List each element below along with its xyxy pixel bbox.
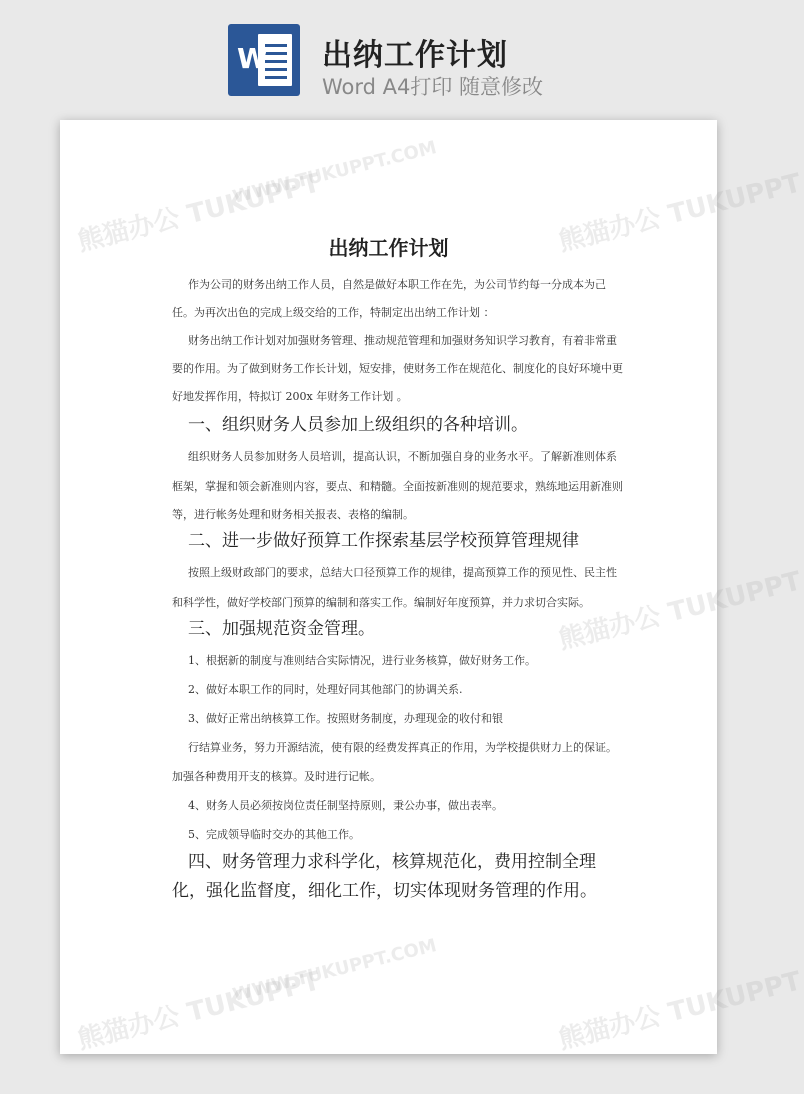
paragraph-line: 作为公司的财务出纳工作人员，自然是做好本职工作在先，为公司节约每一分成本为己 [188,278,606,291]
document-page [60,120,804,1056]
section-heading: 四、财务管理力求科学化，核算规范化，费用控制全理 [188,852,596,872]
paragraph-line: 等，进行帐务处理和财务相关报表、表格的编制。 [172,508,414,521]
list-item: 4、财务人员必须按岗位责任制坚持原则，秉公办事，做出表率。 [188,799,503,812]
watermark-url: WWW.TUKUPPT.COM [230,136,439,209]
list-item: 5、完成领导临时交办的其他工作。 [188,828,360,841]
section-heading: 三、加强规范资金管理。 [188,619,375,639]
paragraph-line: 组织财务人员参加财务人员培训，提高认识，不断加强自身的业务水平。了解新准则体系 [188,450,617,463]
watermark-brand: 熊猫办公 TUKUPPT [555,966,804,1056]
document-title: 出纳工作计划 [328,236,449,260]
paragraph-line: 好地发挥作用，特拟订 200x 年财务工作计划 。 [172,390,408,403]
list-item: 2、做好本职工作的同时，处理好同其他部门的协调关系. [188,683,463,696]
paragraph-line: 行结算业务，努力开源结流，使有限的经费发挥真正的作用，为学校提供财力上的保证。 [188,741,617,754]
word-icon-letter: W [237,42,268,75]
watermark-brand: 熊猫办公 TUKUPPT [74,168,324,258]
paragraph-line: 任。为再次出色的完成上级交给的工作，特制定出出纳工作计划 ： [172,306,495,319]
section-heading: 二、进一步做好预算工作探索基层学校预算管理规律 [188,531,579,551]
watermark-brand: 熊猫办公 TUKUPPT [555,168,804,258]
paragraph-line: 框架，掌握和领会新准则内容，要点、和精髓。全面按新准则的规范要求，熟练地运用新准则 [172,480,623,493]
paragraph-line: 要的作用。为了做到财务工作长计划，短安排，使财务工作在规范化、制度化的良好环境中更 [172,362,623,375]
paragraph-line: 按照上级财政部门的要求，总结大口径预算工作的规律，提高预算工作的预见性、民主性 [188,566,617,579]
paragraph-line: 财务出纳工作计划对加强财务管理、推动规范管理和加强财务知识学习教育，有着非常重 [188,334,617,347]
paragraph-line: 加强各种费用开支的核算。及时进行记帐。 [172,770,381,783]
page-header [0,0,774,110]
watermark-brand: 熊猫办公 TUKUPPT [74,966,324,1056]
section-heading: 一、组织财务人员参加上级组织的各种培训。 [188,415,528,435]
paragraph-line: 和科学性，做好学校部门预算的编制和落实工作。编制好年度预算，并力求切合实际。 [172,596,590,609]
list-item: 1、根据新的制度与准则结合实际情况，进行业务核算，做好财务工作。 [188,654,536,667]
header-subtitle: Word A4打印 随意修改 [322,75,544,99]
word-icon [228,24,300,96]
watermark-url: WWW.TUKUPPT.COM [230,934,439,1007]
watermark-brand: 熊猫办公 TUKUPPT [555,566,804,656]
section-heading: 化，强化监督度，细化工作，切实体现财务管理的作用。 [172,881,597,901]
list-item: 3、做好正常出纳核算工作。按照财务制度，办理现金的收付和银 [188,712,503,725]
header-title: 出纳工作计划 [322,38,508,73]
